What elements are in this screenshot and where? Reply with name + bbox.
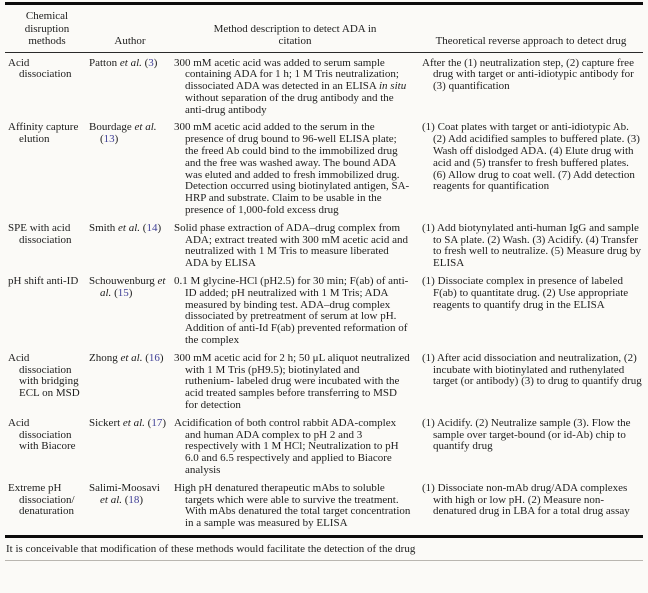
- author-name: Schouwenburg et al. (15): [89, 275, 166, 299]
- column-header-author: Author: [114, 35, 146, 47]
- author-name: Patton et al. (3): [89, 56, 158, 69]
- method-name: Extreme pH dissociation/ denaturation: [8, 481, 75, 518]
- header-row: [5, 5, 643, 52]
- citation-link[interactable]: 13: [103, 133, 115, 146]
- author-cell: [89, 478, 171, 531]
- method-cell: [5, 413, 89, 478]
- table-row: [5, 218, 643, 271]
- author-cell: [89, 271, 171, 348]
- method-cell: [5, 348, 89, 413]
- citation-link[interactable]: 16: [148, 351, 160, 364]
- method-name: Acid dissociation: [8, 56, 72, 81]
- column-header-methods: Chemical disruption methods: [24, 10, 70, 47]
- ada-methods-table: [5, 5, 643, 52]
- reverse-approach: (1) Dissociate non-mAb drug/ADA complexes with high or low pH. (2) Measure non-denatured drug in LBA for a total drug assay: [422, 481, 630, 518]
- author-name: Bourdage et al. (13): [89, 121, 157, 146]
- method-description: High pH denatured therapeutic mAbs to soluble targets which were able to survive the treatment. With mAbs denatured the total target concentration in a sample was measured by ELISA: [174, 481, 411, 530]
- description-cell: [171, 53, 419, 118]
- table-row: [5, 271, 643, 348]
- description-cell: [171, 271, 419, 348]
- citation-link[interactable]: 3: [148, 56, 154, 69]
- citation-link[interactable]: 15: [117, 286, 129, 299]
- method-description: 0.1 M glycine-HCl (pH2.5) for 30 min; F(ab) of anti-ID added; pH neutralized with 1 M Tris; ADA measured by binding test. ADA–drug complex dissociated by pretreatment of serum at low pH. Addition of anti-Id F(ab) prevented reformation of the complex: [174, 275, 409, 347]
- table-row: [5, 478, 643, 531]
- reverse-approach-cell: [419, 413, 643, 478]
- table-row: [5, 117, 643, 217]
- citation-link[interactable]: 14: [146, 221, 158, 234]
- method-cell: [5, 478, 89, 531]
- method-name: pH shift anti-ID: [8, 275, 79, 288]
- column-header-description: Method description to detect ADA in citation: [213, 22, 377, 47]
- citation-link[interactable]: 17: [151, 416, 163, 429]
- author-cell: [89, 117, 171, 217]
- method-name: Acid dissociation with bridging ECL on MSD: [8, 351, 80, 400]
- reverse-approach: After the (1) neutralization step, (2) capture free drug with target or anti-idiotypic antibody for (3) quantification: [422, 56, 634, 93]
- column-header-reverse-approach: Theoretical reverse approach to detect drug: [435, 35, 627, 47]
- reverse-approach-cell: [419, 348, 643, 413]
- table-row: [5, 413, 643, 478]
- author-cell: [89, 348, 171, 413]
- author-name: Sickert et al. (17): [89, 416, 167, 429]
- description-cell: [171, 413, 419, 478]
- method-cell: [5, 218, 89, 271]
- description-cell: [171, 478, 419, 531]
- reverse-approach-cell: [419, 271, 643, 348]
- reverse-approach: (1) Acidify. (2) Neutralize sample (3). Flow the sample over target-bound (or id-Ab) chip to quantify drug: [422, 416, 631, 453]
- table-row: [5, 348, 643, 413]
- table-row: [5, 53, 643, 118]
- method-description: 300 mM acetic acid was added to serum sample containing ADA for 1 h; 1 M Tris neutralization; dissociated ADA was detected in an ELISA in situ without separation of the drug antibody and the anti-drug antibody: [174, 56, 407, 116]
- method-cell: [5, 117, 89, 217]
- table-footnote: It is conceivable that modification of these methods would facilitate the detection of the drug: [6, 542, 416, 555]
- method-description: 300 mM acetic acid for 2 h; 50 μL aliquot neutralized with 1 M Tris (pH9.5); biotinylated and ruthenium- labeled drug were incubated with the acid treated samples before transferring to MSD for detection: [174, 351, 410, 412]
- reverse-approach-cell: [419, 117, 643, 217]
- author-name: Salimi-Moosavi et al. (18): [89, 481, 160, 506]
- reverse-approach-cell: [419, 53, 643, 118]
- description-cell: [171, 117, 419, 217]
- reverse-approach-cell: [419, 478, 643, 531]
- method-name: Acid dissociation with Biacore: [8, 416, 76, 453]
- reverse-approach: (1) After acid dissociation and neutralization, (2) incubate with biotinylated and ruthenylated target (or antibody) (3) to drug to quantify drug: [422, 351, 642, 388]
- method-cell: [5, 271, 89, 348]
- method-description: Acidification of both control rabbit ADA-complex and human ADA complex to pH 2 and 3 respectively with 1 M HCl; Neutralization to pH 6.0 and 6.5 respectively and applied to Biacore analysis: [174, 416, 399, 476]
- ada-methods-table-body: [5, 53, 643, 531]
- reverse-approach: (1) Dissociate complex in presence of labeled F(ab) to quantitate drug. (2) Use appropriate reagents to quantify drug in the ELISA: [422, 275, 629, 311]
- author-cell: [89, 218, 171, 271]
- citation-link[interactable]: 18: [128, 493, 140, 506]
- method-description: 300 mM acetic acid added to the serum in the presence of drug bound to 96-well ELISA plate; the freed Ab could bind to the immobilized drug and the free was washed away. The bound ADA was eluted and added to fresh immobilized drug. Detection occurred using biotinylated antigen, SA-HRP and substrate. Claim to be usable in the presence of 1,000-fold excess drug: [174, 121, 410, 217]
- description-cell: [171, 218, 419, 271]
- method-name: Affinity capture elution: [8, 121, 79, 146]
- reverse-approach: (1) Coat plates with target or anti-idiotypic Ab. (2) Add acidified samples to buffered plate. (3) Wash off dislodged ADA. (4) Elute drug with acid and (5) transfer to fresh buffered plates. (6) Allow drug to coat well. (7) Add detection reagents for quantification: [422, 121, 640, 193]
- method-name: SPE with acid dissociation: [8, 221, 72, 246]
- author-name: Smith et al. (14): [89, 221, 162, 234]
- method-cell: [5, 53, 89, 118]
- author-name: Zhong et al. (16): [89, 351, 164, 364]
- author-cell: [89, 413, 171, 478]
- reverse-approach-cell: [419, 218, 643, 271]
- author-cell: [89, 53, 171, 118]
- method-description: Solid phase extraction of ADA–drug complex from ADA; extract treated with 300 mM acetic acid and neutralized with 1 M Tris to measure liberated ADA by ELISA: [174, 221, 408, 270]
- description-cell: [171, 348, 419, 413]
- reverse-approach: (1) Add biotynylated anti-human IgG and sample to SA plate. (2) Wash. (3) Acidify. (4) Transfer to fresh well to neutralize. (5) Measure drug by ELISA: [422, 221, 642, 270]
- table-header: [5, 5, 643, 52]
- page-bottom-edge: [5, 560, 643, 561]
